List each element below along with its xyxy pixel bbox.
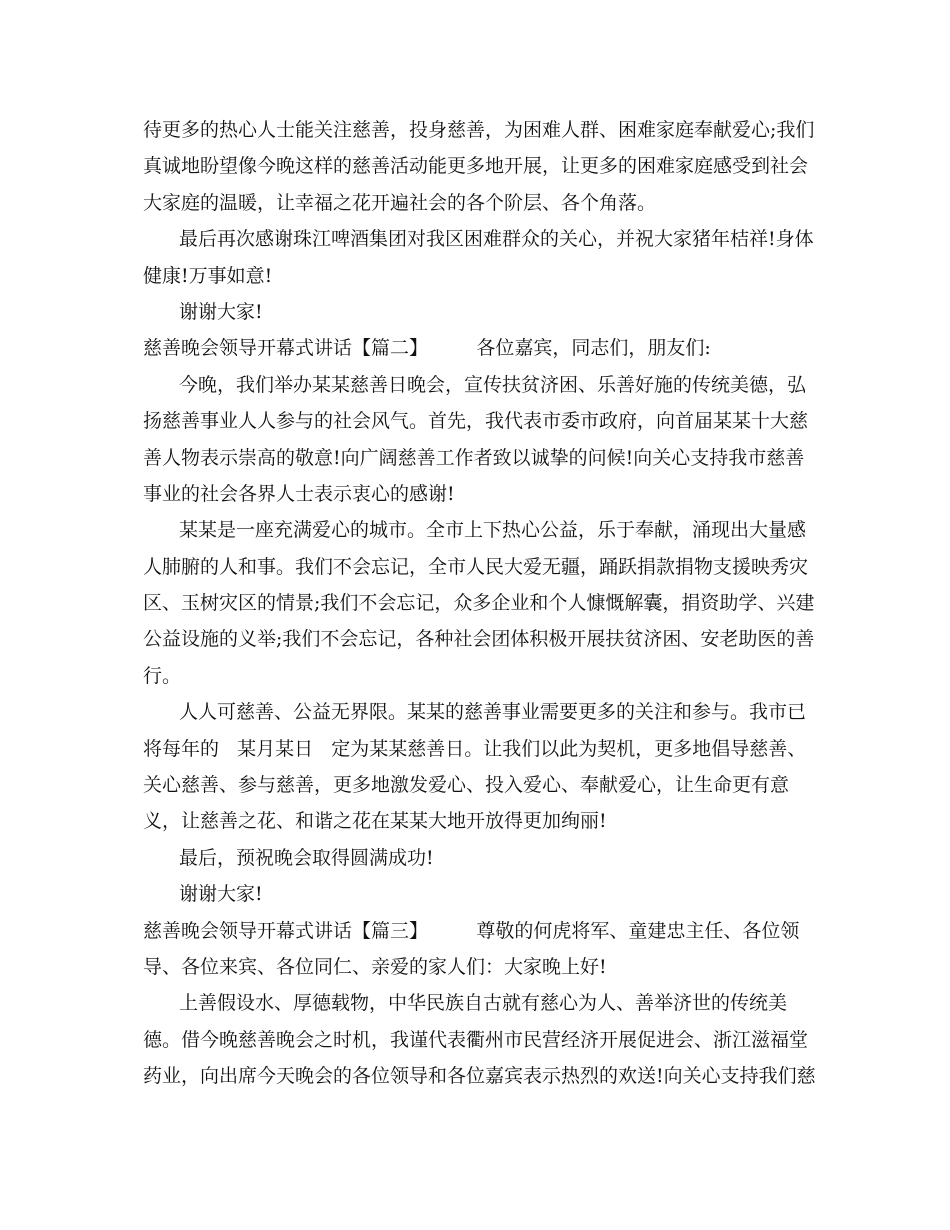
section-heading-line: 慈善晚会领导开幕式讲话【篇三】 尊敬的何虎将军、童建忠主任、各位领 [143, 919, 800, 942]
paragraph-line: 关心慈善、参与慈善，更多地激发爱心、投入爱心、奉献爱心，让生命更有意 [143, 774, 790, 797]
paragraph-line: 人肺腑的人和事。我们不会忘记，全市人民大爱无疆，踊跃捐款捐物支援映秀灾 [143, 555, 809, 578]
paragraph-line: 行。 [143, 664, 182, 687]
paragraph-line: 人人可慈善、公益无界限。某某的慈善事业需要更多的关注和参与。我市已 [179, 701, 807, 724]
paragraph-line: 扬慈善事业人人参与的社会风气。首先，我代表市委市政府，向首届某某十大慈 [143, 410, 809, 433]
document-body [143, 112, 816, 1095]
paragraph-line: 药业，向出席今天晚会的各位领导和各位嘉宾表示热烈的欢送!向关心支持我们慈 [143, 1065, 816, 1088]
paragraph-line: 真诚地盼望像今晚这样的慈善活动能更多地开展，让更多的困难家庭感受到社会 [143, 155, 809, 178]
paragraph-line: 德。借今晚慈善晚会之时机，我谨代表衢州市民营经济开展促进会、浙江滋福堂 [143, 1028, 809, 1051]
paragraph-line: 义，让慈善之花、和谐之花在某某大地开放得更加绚丽! [143, 810, 607, 833]
paragraph-line: 健康!万事如意! [143, 264, 273, 287]
paragraph-line: 公益设施的义举;我们不会忘记，各种社会团体积极开展扶贫济困、安老助医的善 [143, 628, 815, 651]
paragraph-line: 区、玉树灾区的情景;我们不会忘记，众多企业和个人慷慨解囊，捐资助学、兴建 [143, 592, 815, 615]
paragraph-line: 谢谢大家! [179, 300, 263, 323]
paragraph-line: 某某是一座充满爱心的城市。全市上下热心公益，乐于奉献，涌现出大量感 [179, 519, 807, 542]
paragraph-line: 最后，预祝晚会取得圆满成功! [179, 846, 434, 869]
paragraph-line: 导、各位来宾、各位同仁、亲爱的家人们：大家晚上好! [143, 955, 607, 978]
paragraph-line: 将每年的 某月某日 定为某某慈善日。让我们以此为契机，更多地倡导慈善、 [143, 737, 807, 760]
paragraph-line: 最后再次感谢珠江啤酒集团对我区困难群众的关心，并祝大家猪年桔祥!身体 [179, 228, 814, 251]
section-heading-line: 慈善晚会领导开幕式讲话【篇二】 各位嘉宾，同志们，朋友们: [143, 337, 711, 360]
paragraph-line: 上善假设水、厚德载物，中华民族自古就有慈心为人、善举济世的传统美 [179, 992, 788, 1015]
paragraph-line: 今晚，我们举办某某慈善日晚会，宣传扶贫济困、乐善好施的传统美德，弘 [179, 373, 807, 396]
paragraph-line: 事业的社会各界人士表示衷心的感谢! [143, 482, 455, 505]
paragraph-line: 善人物表示崇高的敬意!向广阔慈善工作者致以诚挚的问候!向关心支持我市慈善 [143, 446, 805, 469]
paragraph-line: 谢谢大家! [179, 883, 263, 906]
paragraph-line: 待更多的热心人士能关注慈善，投身慈善，为困难人群、困难家庭奉献爱心;我们 [143, 119, 815, 141]
paragraph-line: 大家庭的温暖，让幸福之花开遍社会的各个阶层、各个角落。 [143, 191, 657, 214]
